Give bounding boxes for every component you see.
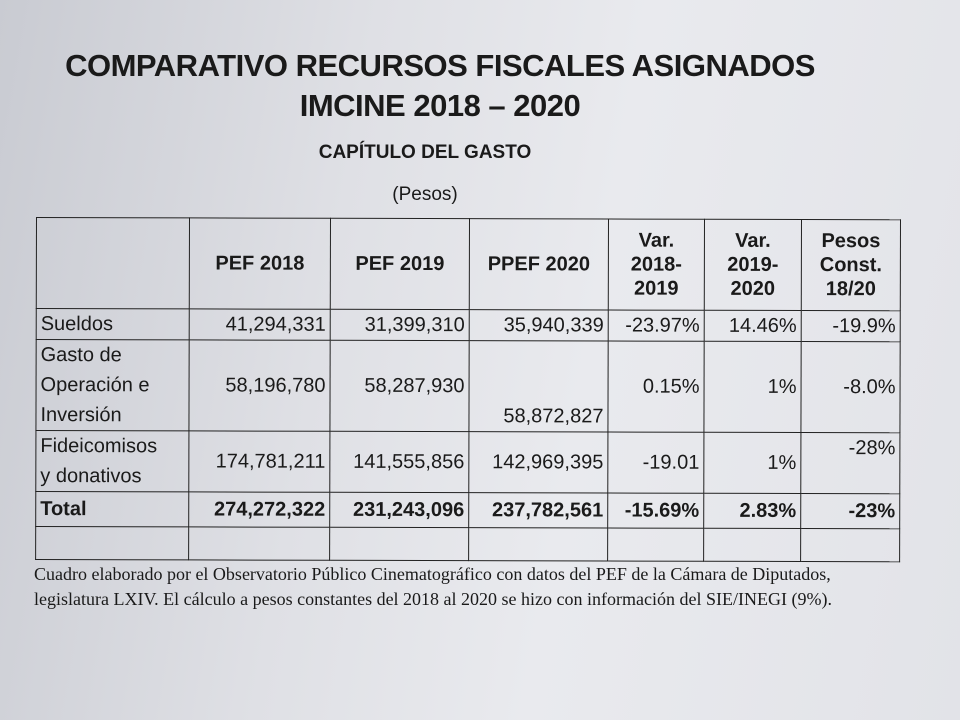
cell-pef-2019: 31,399,310 xyxy=(330,309,469,340)
row-label-line: Operación e xyxy=(40,374,150,397)
document-subtitle: CAPÍTULO DEL GASTO xyxy=(318,142,532,163)
row-label-total: Total xyxy=(36,492,189,527)
cell-var-2019-2020: 1% xyxy=(704,341,801,432)
cell-pef-2018: 274,272,322 xyxy=(189,492,330,527)
cell-pesos-const: -28% xyxy=(801,433,900,494)
table-row xyxy=(36,431,900,494)
empty-cell xyxy=(469,528,608,561)
row-label-line: Fideicomisos xyxy=(40,435,158,458)
header-var2-line: 2020 xyxy=(730,277,776,300)
cell-pef-2019: 141,555,856 xyxy=(330,431,469,492)
cell-pef-2018: 58,196,780 xyxy=(189,340,330,431)
header-var1-line: Var. xyxy=(638,229,675,252)
header-var1-line: 2018- xyxy=(630,253,682,276)
cell-pesos-const: -23% xyxy=(801,494,900,529)
cell-var-2019-2020: 14.46% xyxy=(704,310,801,341)
document-title-years: IMCINE 2018 – 2020 xyxy=(299,88,581,123)
empty-cell xyxy=(801,529,900,562)
header-ppef-2020: PPEF 2020 xyxy=(469,219,608,310)
empty-cell xyxy=(608,528,704,561)
cell-pef-2018: 41,294,331 xyxy=(189,309,330,340)
cell-ppef-2020: 237,782,561 xyxy=(469,493,608,528)
empty-cell xyxy=(189,527,330,560)
cell-pesos-const: -8.0% xyxy=(801,342,900,433)
row-label xyxy=(36,340,189,431)
cell-pesos-const: -19.9% xyxy=(801,311,900,342)
header-pesos-const xyxy=(801,220,900,311)
budget-table xyxy=(35,217,901,562)
header-var2-line: 2019- xyxy=(727,253,779,276)
header-pef-2018: PEF 2018 xyxy=(189,218,330,309)
table-row-total xyxy=(36,492,900,529)
header-const-line: 18/20 xyxy=(825,278,876,301)
cell-var-2019-2020: 1% xyxy=(704,432,801,493)
cell-var-2019-2020: 2.83% xyxy=(704,493,801,528)
header-var2-line: Var. xyxy=(735,229,771,252)
cell-ppef-2020: 142,969,395 xyxy=(469,432,608,493)
header-const-line: Pesos xyxy=(821,230,881,253)
cell-var-2018-2019: 0.15% xyxy=(608,341,704,432)
empty-cell xyxy=(330,527,469,560)
cell-var-2018-2019: -15.69% xyxy=(608,493,704,528)
header-var1-line: 2019 xyxy=(634,277,679,300)
table-row xyxy=(36,309,900,342)
cell-pef-2018: 174,781,211 xyxy=(189,431,330,492)
header-const-line: Const. xyxy=(819,254,883,277)
row-label xyxy=(36,431,189,492)
cell-ppef-2020: 35,940,339 xyxy=(469,310,608,341)
table-header-row xyxy=(36,218,900,311)
footnote: Cuadro elaborado por el Observatorio Público Cinematográfico con datos del PEF de la Cámara de Diputados, legislatura LXIV. El cálculo a pesos constantes del 2018 al 2020 se hizo con información del SIE/INEGI (9%). xyxy=(34,564,832,609)
row-label-line: Gasto de xyxy=(40,344,122,367)
table-row-empty xyxy=(36,527,900,562)
header-var-2019-2020 xyxy=(704,219,801,310)
header-empty-cell xyxy=(36,218,189,309)
cell-ppef-2020: 58,872,827 xyxy=(469,341,608,432)
row-label: Sueldos xyxy=(36,309,189,340)
table-row xyxy=(36,340,900,433)
cell-pef-2019: 58,287,930 xyxy=(330,340,469,431)
row-label-line: y donativos xyxy=(40,465,142,488)
cell-var-2018-2019: -19.01 xyxy=(608,432,704,493)
empty-cell xyxy=(36,527,189,560)
units-label: (Pesos) xyxy=(392,184,458,205)
document-title: COMPARATIVO RECURSOS FISCALES ASIGNADOS xyxy=(65,48,815,83)
header-pef-2019: PEF 2019 xyxy=(330,218,469,309)
header-var-2018-2019 xyxy=(608,219,704,310)
empty-cell xyxy=(704,528,801,561)
cell-pef-2019: 231,243,096 xyxy=(330,492,469,527)
row-label-line: Inversión xyxy=(40,404,122,427)
cell-var-2018-2019: -23.97% xyxy=(608,310,704,341)
